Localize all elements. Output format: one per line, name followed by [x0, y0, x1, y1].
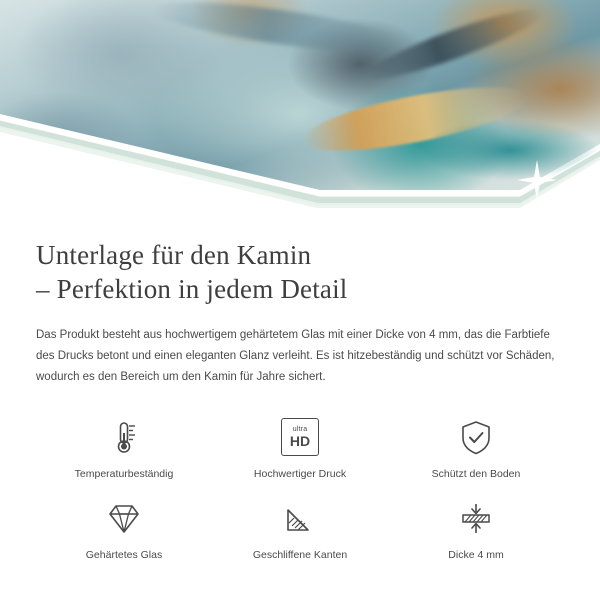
teal-swirl-decoration	[420, 120, 600, 180]
headline-line-1: Unterlage für den Kamin	[36, 240, 312, 270]
hero-image	[0, 0, 600, 222]
feature-item-thickness	[388, 495, 564, 562]
feature-item-tempered-glass	[36, 495, 212, 562]
feature-item-floor-protection	[388, 414, 564, 481]
shield-check-icon	[454, 414, 498, 460]
ultra-hd-bottom-label: HD	[289, 433, 311, 449]
diamond-icon	[102, 495, 146, 541]
headline-line-2: – Perfektion in jedem Detail	[36, 274, 348, 304]
feature-label: Hochwertiger Druck	[253, 468, 347, 480]
polished-edges-icon	[278, 495, 322, 541]
thickness-icon	[454, 495, 498, 541]
feature-item-temperature	[36, 414, 212, 481]
feature-label: Dicke 4 mm	[448, 549, 504, 561]
feature-label: Gehärtetes Glas	[85, 549, 163, 561]
feature-label: Temperaturbeständig	[74, 468, 174, 480]
page-title	[36, 238, 564, 306]
feature-grid	[36, 414, 564, 562]
feature-label: Schützt den Boden	[431, 468, 521, 480]
feature-item-print-quality	[212, 414, 388, 481]
ultra-hd-top-label: ultra	[292, 426, 308, 433]
content-area	[0, 238, 600, 562]
feature-item-polished-edges	[212, 495, 388, 562]
thermometer-icon	[102, 414, 146, 460]
body-text: Das Produkt besteht aus hochwertigem gehärtetem Glas mit einer Dicke von 4 mm, das die Farbtiefe des Drucks betont und einen eleganten Glanz verleiht. Es ist hitzebeständig und schützt vor Schäden, wodurch es den Bereich um den Kamin für Jahre sichert.	[36, 329, 555, 383]
feature-label: Geschliffene Kanten	[252, 549, 348, 561]
ultra-hd-icon	[281, 414, 319, 460]
